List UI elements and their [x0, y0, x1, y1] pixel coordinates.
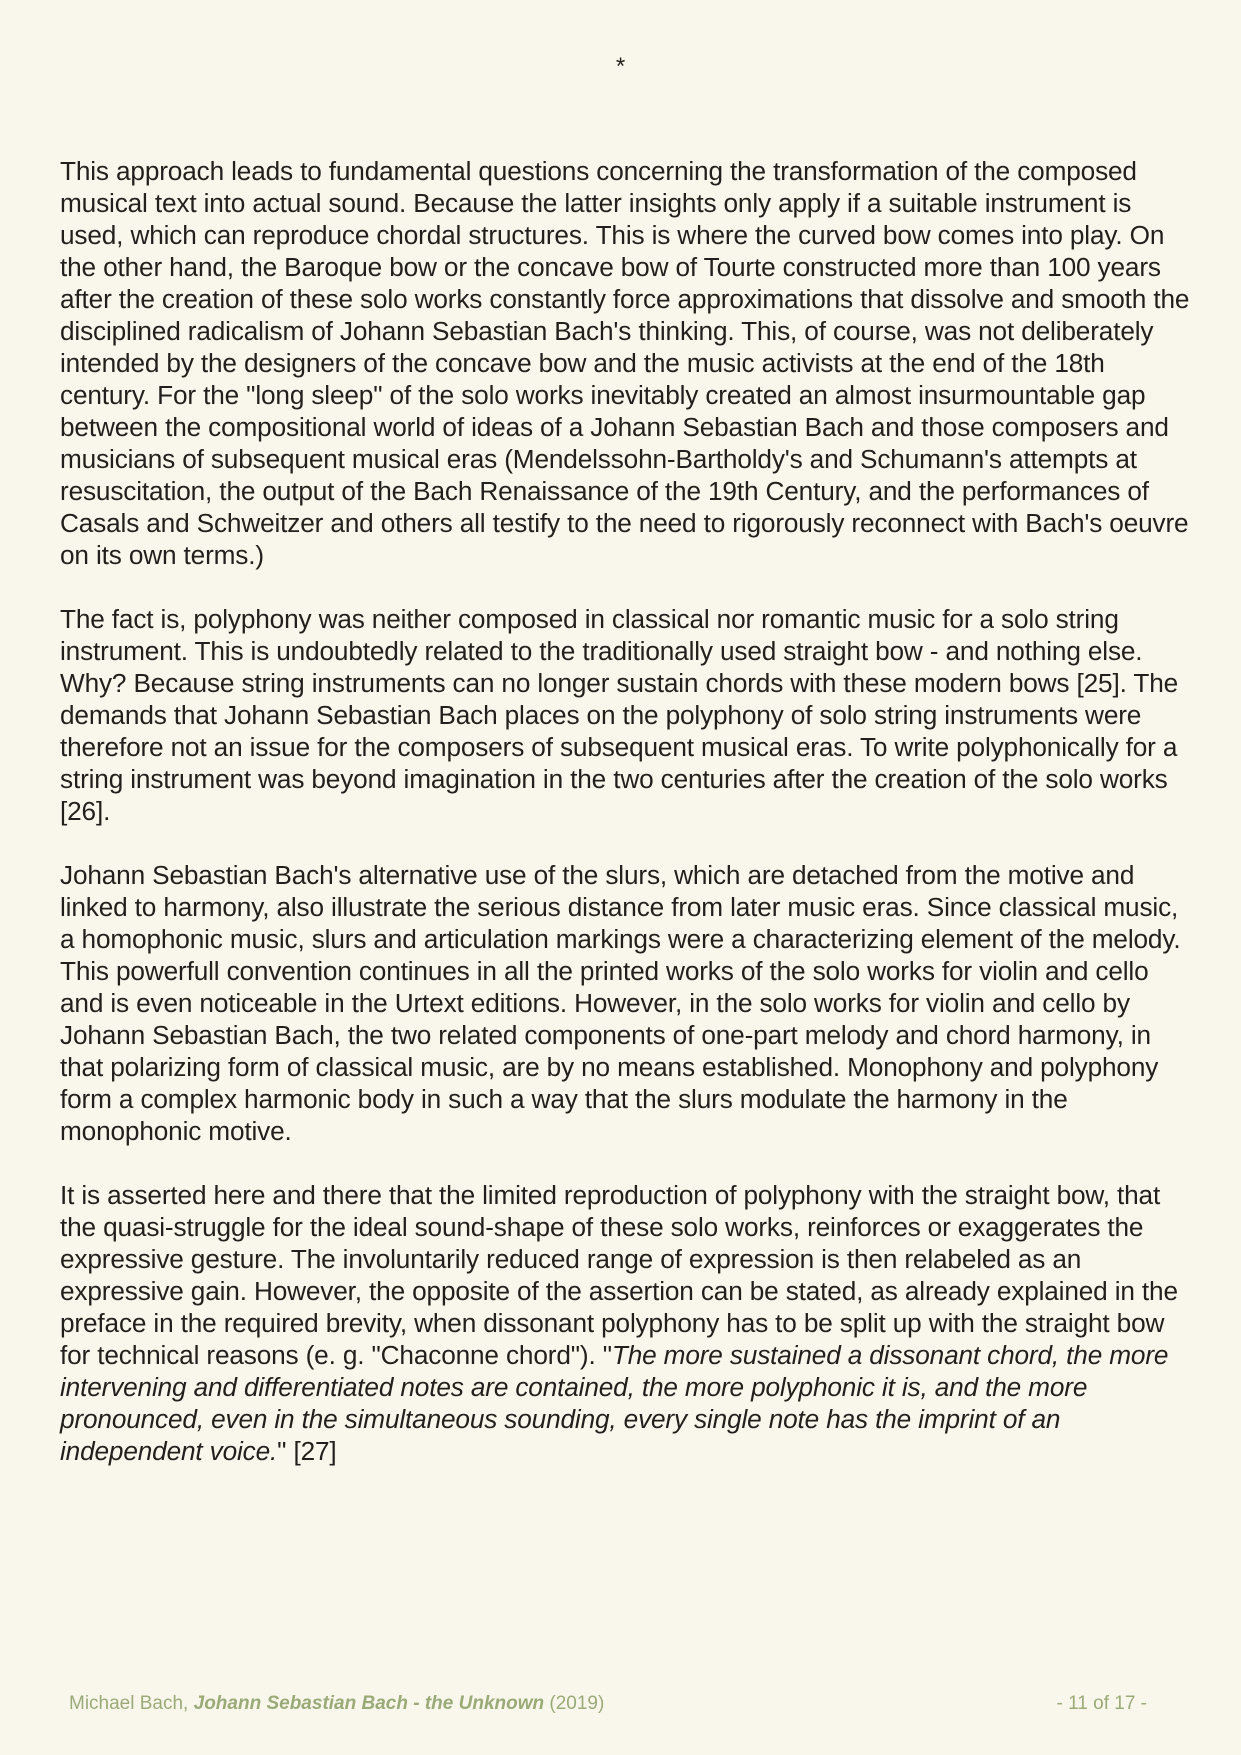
footer-book-title: Johann Sebastian Bach - the Unknown — [193, 1693, 545, 1714]
document-body — [60, 155, 1190, 1499]
paragraph-slurs: Johann Sebastian Bach's alternative use of the slurs, which are detached from the motive and linked to harmony, also illustrate the serious distance from later music eras. Since classical music, a homophonic music, slurs and articulation markings were a characterizing element of the melody. This powerfull convention continues in all the printed works of the solo works for violin and cello and is even noticeable in the Urtext editions. However, in the solo works for violin and cello by Johann Sebastian Bach, the two related components of one-part melody and chord harmony, in that polarizing form of classical music, are by no means established. Monophony and polyphony form a complex harmonic body in such a way that the slurs modulate the harmony in the monophonic motive. — [60, 860, 1181, 1146]
section-separator: * — [615, 53, 626, 80]
citation-reference: " [27] — [277, 1436, 337, 1466]
paragraph-assertion — [60, 1179, 1190, 1467]
footer-citation — [69, 1692, 604, 1716]
quotation-italic: The more sustained a dissonant chord, the more intervening and differentiated notes are contained, the more polyphonic it is, and the more pronounced, even in the simultaneous sounding, every single note has the imprint of an independent voice. — [60, 1340, 1169, 1466]
paragraph-bow-transformation: This approach leads to fundamental questions concerning the transformation of the composed musical text into actual sound. Because the latter insights only apply if a suitable instrument is used, which can reproduce chordal structures. This is where the curved bow comes into play. On the other hand, the Baroque bow or the concave bow of Tourte constructed more than 100 years after the creation of these solo works constantly force approximations that dissolve and smooth the disciplined radicalism of Johann Sebastian Bach's thinking. This, of course, was not deliberately intended by the designers of the concave bow and the music activists at the end of the 18th century. For the "long sleep" of the solo works inevitably created an almost insurmountable gap between the compositional world of ideas of a Johann Sebastian Bach and those composers and musicians of subsequent musical eras (Mendelssohn-Bartholdy's and Schumann's attempts at resuscitation, the output of the Bach Renaissance of the 19th Century, and the performances of Casals and Schweitzer and others all testify to the need to rigorously reconnect with Bach's oeuvre on its own terms.) — [60, 156, 1190, 570]
assertion-text: It is asserted here and there that the limited reproduction of polyphony with the straight bow, that the quasi-struggle for the ideal sound-shape of these solo works, reinforces or exaggerates the expressive gesture. The involuntarily reduced range of expression is then relabeled as an expressive gain. However, the opposite of the assertion can be stated, as already explained in the preface in the required brevity, when dissonant polyphony has to be split up with the straight bow for technical reasons (e. g. "Chaconne chord"). " — [60, 1180, 1178, 1370]
page-number: - 11 of 17 - — [1056, 1693, 1147, 1714]
footer-year: (2019) — [544, 1693, 605, 1714]
paragraph-polyphony-fact: The fact is, polyphony was neither composed in classical nor romantic music for a solo string instrument. This is undoubtedly related to the traditionally used straight bow - and nothing else. Why? Because string instruments can no longer sustain chords with these modern bows [25]. The demands that Johann Sebastian Bach places on the polyphony of solo string instruments were therefore not an issue for the composers of subsequent musical eras. To write polyphonically for a string instrument was beyond imagination in the two centuries after the creation of the solo works [26]. — [60, 604, 1179, 826]
footer-author: Michael Bach, — [69, 1693, 194, 1714]
